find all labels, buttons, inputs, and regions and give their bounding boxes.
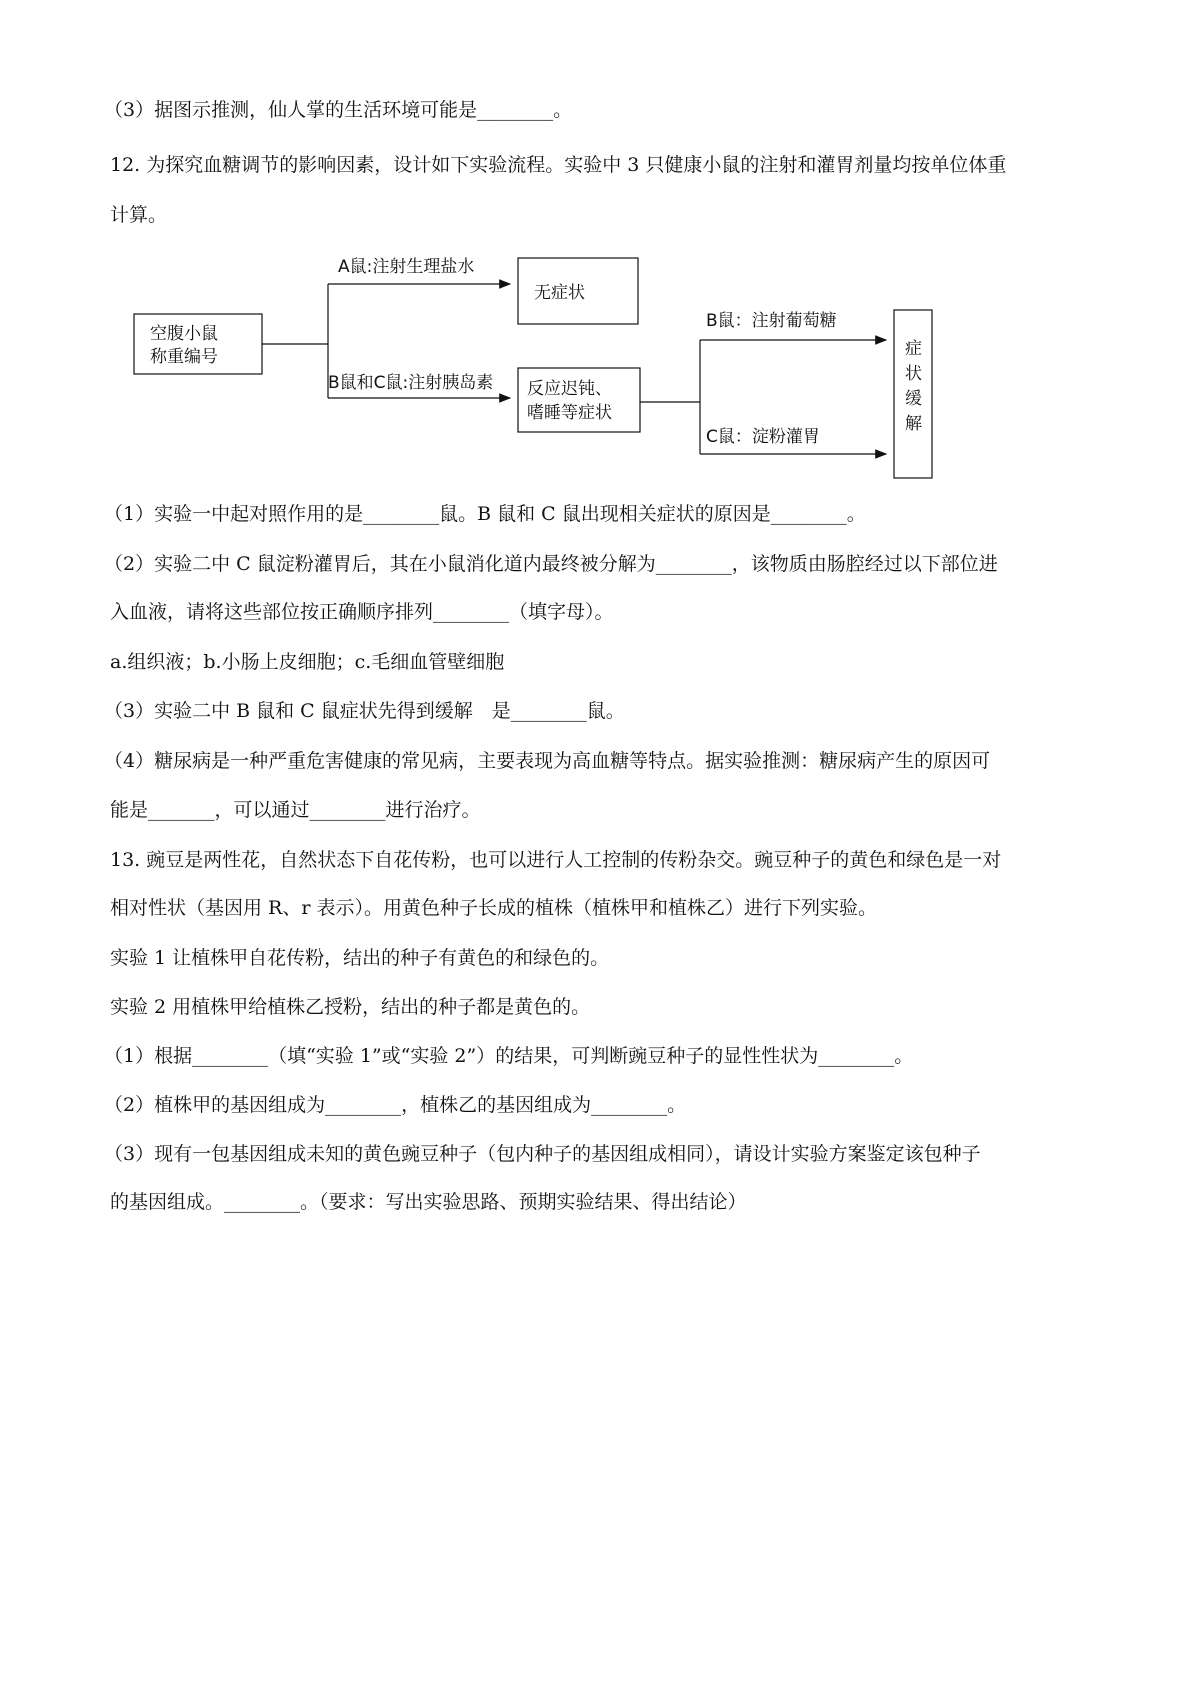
experiment-flow-diagram [0, 230, 1200, 490]
symptom-label-2: 嗜睡等症状 [527, 403, 612, 423]
branch-b-label: B鼠：注射葡萄糖 [706, 311, 837, 331]
branch-bc-label: B鼠和C鼠:注射胰岛素 [328, 373, 494, 393]
q13-exp1: 实验 1 让植株甲自花传粉，结出的种子有黄色的和绿色的。 [110, 947, 610, 969]
q12-2-line1: （2）实验二中 C 鼠淀粉灌胃后，其在小鼠消化道内最终被分解为________，该物质由肠腔经过以下部位进 [104, 553, 998, 575]
q12-stem-line2: 计算。 [110, 204, 168, 226]
relief-label-3: 缓 [905, 389, 922, 409]
relief-label-1: 症 [905, 339, 922, 359]
q13-1-text: （1）根据________（填“实验 1”或“实验 2”）的结果，可判断豌豆种子的显性性状为________。 [104, 1045, 914, 1067]
q12-4-line2: 能是_______，可以通过________进行治疗。 [110, 799, 481, 821]
relief-label-4: 解 [905, 414, 922, 434]
q12-stem-line1: 12. 为探究血糖调节的影响因素，设计如下实验流程。实验中 3 只健康小鼠的注射和灌胃剂量均按单位体重 [110, 154, 1007, 176]
branch-a-label: A鼠:注射生理盐水 [338, 257, 475, 277]
q12-3-text: （3）实验二中 B 鼠和 C 鼠症状先得到缓解 是________鼠。 [104, 700, 625, 722]
relief-label-2: 状 [905, 364, 922, 384]
q13-exp2: 实验 2 用植株甲给植株乙授粉，结出的种子都是黄色的。 [110, 996, 591, 1018]
q13-stem-line2: 相对性状（基因用 R、r 表示）。用黄色种子长成的植株（植株甲和植株乙）进行下列实验。 [110, 897, 877, 919]
start-box-label-2: 称重编号 [150, 347, 218, 367]
q13-3-line1: （3）现有一包基因组成未知的黄色豌豆种子（包内种子的基因组成相同），请设计实验方案鉴定该包种子 [104, 1143, 981, 1165]
q12-4-line1: （4）糖尿病是一种严重危害健康的常见病，主要表现为高血糖等特点。据实验推测：糖尿病产生的原因可 [104, 750, 991, 772]
q11-3-text: （3）据图示推测，仙人掌的生活环境可能是________。 [104, 99, 573, 121]
no-symptom-label: 无症状 [534, 283, 585, 303]
q12-options: a.组织液；b.小肠上皮细胞；c.毛细血管壁细胞 [110, 651, 505, 673]
q12-1-text: （1）实验一中起对照作用的是________鼠。B 鼠和 C 鼠出现相关症状的原因是________。 [104, 503, 866, 525]
q13-3-line2: 的基因组成。________。（要求：写出实验思路、预期实验结果、得出结论） [110, 1191, 747, 1213]
branch-c-label: C鼠：淀粉灌胃 [706, 427, 820, 447]
start-box-label-1: 空腹小鼠 [150, 324, 218, 344]
q12-2-line2: 入血液，请将这些部位按正确顺序排列________（填字母）。 [110, 601, 614, 623]
q13-2-text: （2）植株甲的基因组成为________，植株乙的基因组成为________。 [104, 1094, 687, 1116]
symptom-label-1: 反应迟钝、 [527, 379, 612, 399]
q13-stem-line1: 13. 豌豆是两性花，自然状态下自花传粉，也可以进行人工控制的传粉杂交。豌豆种子的黄色和绿色是一对 [110, 849, 1002, 871]
